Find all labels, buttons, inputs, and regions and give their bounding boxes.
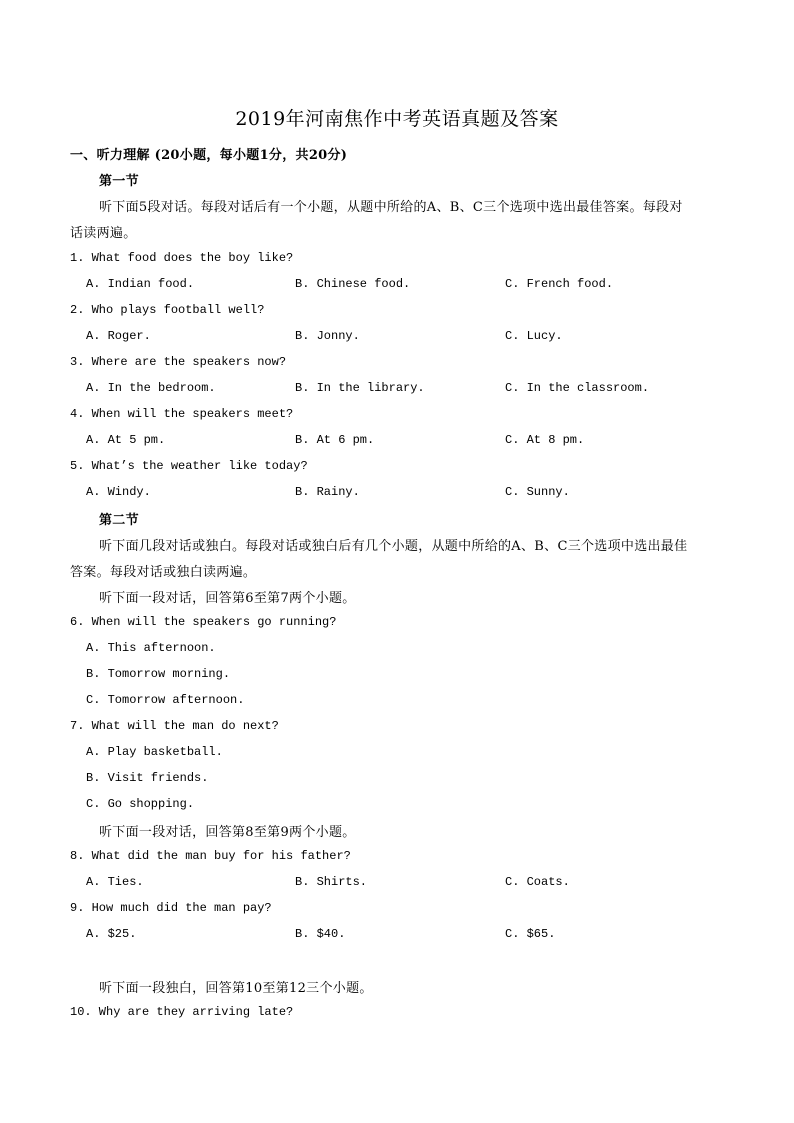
- part1-heading: 第一节: [99, 174, 139, 189]
- question-9-option-c: C. $65.: [505, 927, 556, 941]
- question-4-stem: 4. When will the speakers meet?: [70, 407, 294, 421]
- question-4-option-c: C. At 8 pm.: [505, 433, 585, 447]
- intro-questions-6-7: 听下面一段对话，回答第6至第7两个小题。: [99, 591, 356, 606]
- question-7-stem: 7. What will the man do next?: [70, 719, 279, 733]
- part2-instruction-line2: 答案。每段对话或独白读两遍。: [70, 565, 257, 580]
- question-7-option-a: A. Play basketball.: [86, 745, 223, 759]
- question-8-option-c: C. Coats.: [505, 875, 570, 889]
- question-2-option-c: C. Lucy.: [505, 329, 563, 343]
- question-1-option-a: A. Indian food.: [86, 277, 195, 291]
- question-1-option-c: C. French food.: [505, 277, 614, 291]
- question-8-stem: 8. What did the man buy for his father?: [70, 849, 351, 863]
- question-4-option-b: B. At 6 pm.: [295, 433, 375, 447]
- intro-questions-8-9: 听下面一段对话，回答第8至第9两个小题。: [99, 825, 356, 840]
- part1-instruction-line1: 听下面5段对话。每段对话后有一个小题，从题中所给的A、B、C三个选项中选出最佳答案。每段对: [99, 200, 683, 215]
- question-6-option-a: A. This afternoon.: [86, 641, 216, 655]
- question-5-stem: 5. What’s the weather like today?: [70, 459, 308, 473]
- question-1-stem: 1. What food does the boy like?: [70, 251, 294, 265]
- part2-instruction-line1: 听下面几段对话或独白。每段对话或独白后有几个小题，从题中所给的A、B、C三个选项中选出最佳: [99, 539, 688, 554]
- question-3-option-a: A. In the bedroom.: [86, 381, 216, 395]
- question-2-stem: 2. Who plays football well?: [70, 303, 265, 317]
- page-title: 2019年河南焦作中考英语真题及答案: [235, 108, 559, 130]
- part2-heading: 第二节: [99, 513, 139, 528]
- question-9-option-b: B. $40.: [295, 927, 346, 941]
- part1-instruction-line2: 话读两遍。: [70, 226, 137, 241]
- question-9-option-a: A. $25.: [86, 927, 137, 941]
- question-5-option-a: A. Windy.: [86, 485, 151, 499]
- question-3-option-b: B. In the library.: [295, 381, 425, 395]
- question-3-stem: 3. Where are the speakers now?: [70, 355, 287, 369]
- question-7-option-c: C. Go shopping.: [86, 797, 195, 811]
- question-6-option-c: C. Tomorrow afternoon.: [86, 693, 245, 707]
- question-2-option-a: A. Roger.: [86, 329, 151, 343]
- question-7-option-b: B. Visit friends.: [86, 771, 209, 785]
- question-10-stem: 10. Why are they arriving late?: [70, 1005, 294, 1019]
- question-4-option-a: A. At 5 pm.: [86, 433, 166, 447]
- section-heading-listening: 一、听力理解 (20小题，每小题1分，共20分): [70, 148, 348, 163]
- question-9-stem: 9. How much did the man pay?: [70, 901, 272, 915]
- question-5-option-c: C. Sunny.: [505, 485, 570, 499]
- question-5-option-b: B. Rainy.: [295, 485, 360, 499]
- question-8-option-b: B. Shirts.: [295, 875, 368, 889]
- question-3-option-c: C. In the classroom.: [505, 381, 650, 395]
- question-6-stem: 6. When will the speakers go running?: [70, 615, 337, 629]
- question-6-option-b: B. Tomorrow morning.: [86, 667, 231, 681]
- question-8-option-a: A. Ties.: [86, 875, 144, 889]
- question-1-option-b: B. Chinese food.: [295, 277, 411, 291]
- intro-questions-10-12: 听下面一段独白，回答第10至第12三个小题。: [99, 981, 373, 996]
- question-2-option-b: B. Jonny.: [295, 329, 360, 343]
